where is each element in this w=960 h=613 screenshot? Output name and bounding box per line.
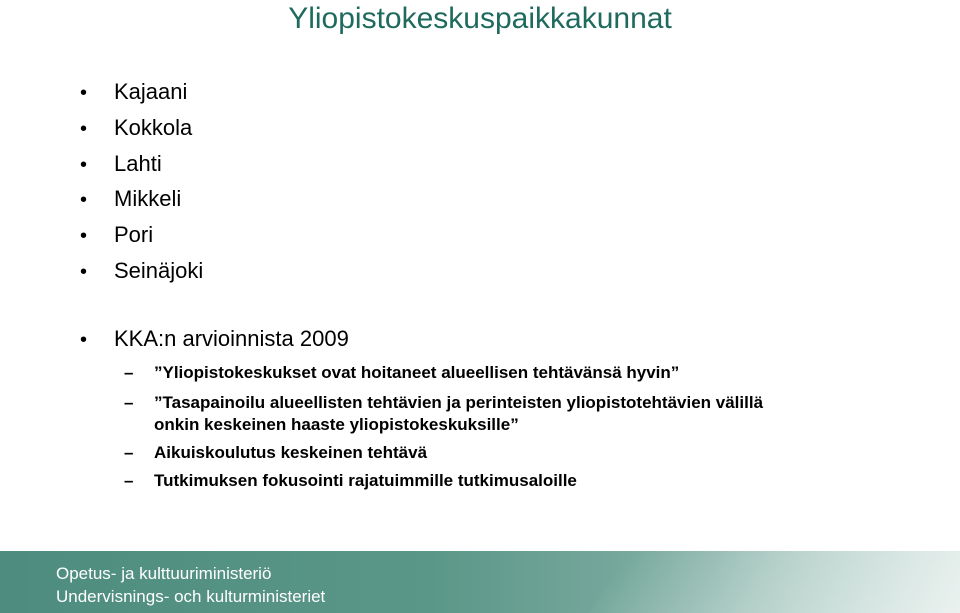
ministry-name-swedish: Undervisnings- och kulturministeriet — [56, 587, 326, 606]
bullet-icon: • — [80, 154, 88, 176]
list-item — [80, 258, 203, 285]
ministry-name-finnish: Opetus- ja kulttuuriministeriö — [56, 564, 272, 583]
quote-regional-task: ”Yliopistokeskukset ovat hoitaneet alueellisen tehtävänsä hyvin” — [154, 363, 680, 382]
bullet-icon: • — [80, 225, 88, 247]
city-kajaani: Kajaani — [114, 79, 188, 104]
dash-icon: – — [124, 471, 134, 490]
city-lahti: Lahti — [114, 151, 162, 176]
evaluation-heading — [80, 326, 349, 353]
city-kokkola: Kokkola — [114, 115, 193, 140]
list-item — [80, 79, 187, 106]
city-mikkeli: Mikkeli — [114, 186, 182, 211]
city-pori: Pori — [114, 222, 154, 247]
list-item — [80, 151, 162, 178]
research-focus-point: Tutkimuksen fokusointi rajatuimmille tutkimusaloille — [154, 471, 577, 490]
list-item — [80, 186, 181, 213]
ministry-footer — [0, 551, 960, 613]
adult-education-point: Aikuiskoulutus keskeinen tehtävä — [154, 443, 428, 462]
dash-icon: – — [124, 443, 134, 462]
bullet-icon: • — [80, 261, 88, 283]
bullet-icon: • — [80, 82, 88, 104]
list-item — [80, 115, 192, 142]
footer-decoration — [588, 551, 960, 613]
slide-title — [0, 0, 960, 40]
quote-balance-line1: ”Tasapainoilu alueellisten tehtävien ja perinteisten yliopistotehtävien välillä — [154, 393, 764, 412]
slide-title-text: Yliopistokeskuspaikkakunnat — [288, 2, 672, 35]
bullet-icon: • — [80, 329, 88, 351]
city-seinajoki: Seinäjoki — [114, 258, 204, 283]
bullet-icon: • — [80, 118, 88, 140]
quote-balance-line2: onkin keskeinen haaste yliopistokeskuksille” — [154, 415, 519, 434]
evaluation-heading-text: KKA:n arvioinnista 2009 — [114, 326, 349, 351]
bullet-icon: • — [80, 189, 88, 211]
list-item — [80, 222, 153, 249]
dash-icon: – — [124, 393, 134, 412]
dash-icon: – — [124, 363, 134, 382]
